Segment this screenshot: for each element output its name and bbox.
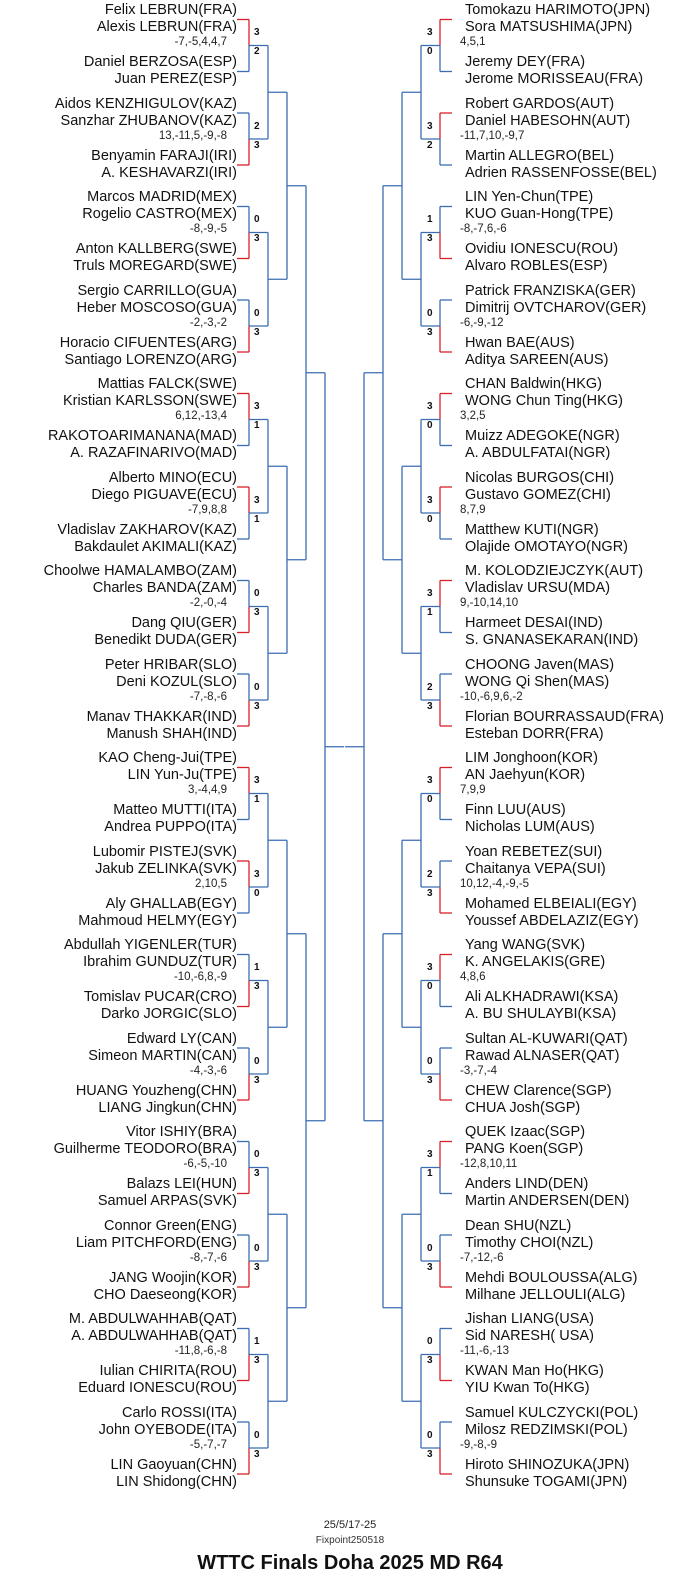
games-won: 3: [254, 1261, 260, 1273]
player-name: Marcos MADRID(MEX): [87, 189, 237, 205]
player-name: Yang WANG(SVK): [465, 937, 586, 953]
player-name: Florian BOURRASSAUD(FRA): [465, 708, 664, 725]
match-score: 2,10,5: [195, 877, 227, 890]
player-name: Matthew KUTI(NGR): [465, 521, 599, 538]
match-score: 8,7,9: [460, 503, 486, 516]
player-name: Samuel KULCZYCKI(POL): [465, 1404, 639, 1421]
match-score: 10,12,-4,-9,-5: [460, 877, 530, 890]
player-name: Yoan REBETEZ(SUI): [465, 843, 603, 860]
player-name: Daniel BERZOSA(ESP): [83, 54, 237, 70]
games-won: 0: [427, 1336, 433, 1347]
player-name: LIN Shidong(CHN): [116, 1473, 237, 1490]
player-name: Liam PITCHFORD(ENG): [75, 1234, 237, 1251]
player-name: Muizz ADEGOKE(NGR): [465, 428, 620, 444]
player-name: Sid NARESH( USA): [465, 1328, 594, 1344]
games-won: 0: [427, 1055, 433, 1067]
games-won: 3: [254, 607, 260, 618]
games-won: 2: [427, 868, 433, 880]
player-name: Chaitanya VEPA(SUI): [465, 860, 606, 877]
player-name: Manush SHAH(IND): [106, 725, 237, 742]
games-won: 0: [254, 588, 260, 599]
player-name: A. ABDULFATAI(NGR): [465, 445, 611, 461]
player-name: Iulian CHIRITA(ROU): [99, 1363, 237, 1379]
games-won: 3: [254, 401, 260, 412]
player-name: Santiago LORENZO(ARG): [64, 351, 237, 368]
player-name: Aditya SAREEN(AUS): [465, 351, 609, 368]
player-name: Jeremy DEY(FRA): [465, 54, 586, 70]
player-name: Jerome MORISSEAU(FRA): [465, 71, 644, 87]
games-won: 3: [254, 1355, 260, 1366]
event-dates: 25/5/17-25: [323, 1519, 377, 1531]
games-won: 3: [254, 1074, 260, 1086]
games-won: 1: [254, 1336, 260, 1347]
player-name: A. BU SHULAYBI(KSA): [465, 1006, 617, 1022]
games-won: 0: [254, 214, 260, 225]
player-name: Horacio CIFUENTES(ARG): [59, 334, 237, 351]
player-name: Balazs LEI(HUN): [126, 1176, 237, 1192]
match-score: 6,12,-13,4: [175, 410, 227, 422]
player-name: Daniel HABESOHN(AUT): [465, 112, 631, 129]
player-name: Kristian KARLSSON(SWE): [62, 393, 237, 409]
games-won: 3: [254, 326, 260, 338]
player-name: Eduard IONESCU(ROU): [78, 1380, 237, 1396]
player-name: Edward LY(CAN): [126, 1030, 237, 1047]
player-name: LIM Jonghoon(KOR): [465, 750, 598, 766]
player-name: Martin ALLEGRO(BEL): [465, 147, 615, 164]
player-name: Rogelio CASTRO(MEX): [82, 206, 237, 222]
player-name: Finn LUU(AUS): [465, 802, 566, 818]
player-name: Mahmoud HELMY(EGY): [78, 912, 237, 929]
games-won: 3: [254, 233, 260, 244]
games-won: 1: [254, 513, 260, 525]
player-name: Olajide OMOTAYO(NGR): [465, 538, 629, 555]
games-won: 1: [254, 420, 260, 431]
player-name: Guilherme TEODORO(BRA): [53, 1141, 237, 1157]
games-won: 0: [427, 794, 433, 805]
games-won: 3: [427, 775, 433, 786]
match-score: -7,-8,-6: [189, 690, 227, 703]
match-score: -9,-8,-9: [460, 1438, 498, 1451]
player-name: Peter HRIBAR(SLO): [104, 656, 237, 673]
player-name: Sora MATSUSHIMA(JPN): [465, 19, 633, 35]
page-title: WTTC Finals Doha 2025 MD R64: [197, 1552, 503, 1574]
player-name: Dimitrij OVTCHAROV(GER): [465, 299, 647, 316]
player-name: Robert GARDOS(AUT): [465, 95, 615, 112]
player-name: Milhane JELLOULI(ALG): [465, 1286, 626, 1303]
player-name: Benedikt DUDA(GER): [94, 632, 237, 648]
player-name: Hiroto SHINOZUKA(JPN): [465, 1456, 630, 1473]
player-name: Simeon MARTIN(CAN): [88, 1047, 237, 1064]
match-score: 4,8,6: [460, 971, 486, 983]
match-score: -11,8,-6,-8: [174, 1345, 227, 1357]
player-name: JANG Woojin(KOR): [109, 1269, 237, 1286]
player-name: Diego PIGUAVE(ECU): [91, 486, 237, 503]
player-name: Gustavo GOMEZ(CHI): [465, 486, 611, 503]
games-won: 3: [427, 1149, 433, 1160]
player-name: CHOONG Javen(MAS): [465, 656, 615, 673]
match-score: -6,-9,-12: [460, 316, 504, 329]
player-name: LIN Yun-Ju(TPE): [127, 767, 237, 783]
player-name: Sultan AL-KUWARI(QAT): [465, 1030, 628, 1047]
match-score: -8,-7,-6: [189, 1251, 227, 1264]
player-name: Mattias FALCK(SWE): [97, 376, 237, 392]
games-won: 2: [427, 681, 433, 693]
match-score: 13,-11,5,-9,-8: [158, 129, 227, 142]
player-name: Nicolas BURGOS(CHI): [465, 469, 615, 486]
games-won: 3: [427, 1448, 433, 1460]
match-score: -3,-7,-4: [460, 1064, 498, 1077]
player-name: QUEK Izaac(SGP): [465, 1124, 586, 1140]
player-name: A. KESHAVARZI(IRI): [101, 164, 237, 181]
match-score: -12,8,10,11: [460, 1158, 518, 1170]
games-won: 1: [427, 214, 433, 225]
match-score: -5,-7,-7: [189, 1438, 227, 1451]
games-won: 3: [427, 27, 433, 38]
games-won: 3: [427, 120, 433, 132]
player-name: Samuel ARPAS(SVK): [97, 1193, 237, 1209]
player-name: WONG Qi Shen(MAS): [465, 673, 610, 690]
player-name: Dang QIU(GER): [131, 615, 237, 631]
games-won: 0: [254, 307, 260, 319]
match-score: -7,-5,4,4,7: [174, 36, 227, 48]
player-name: KWAN Man Ho(HKG): [465, 1363, 604, 1379]
games-won: 3: [254, 494, 260, 506]
player-name: Connor Green(ENG): [104, 1217, 237, 1234]
games-won: 3: [427, 1074, 433, 1086]
player-name: Mohamed ELBEIALI(EGY): [465, 895, 637, 912]
player-name: Jishan LIANG(USA): [465, 1311, 594, 1327]
games-won: 0: [254, 1055, 260, 1067]
player-name: M. ABDULWAHHAB(QAT): [68, 1311, 237, 1327]
player-name: Vitor ISHIY(BRA): [126, 1124, 237, 1140]
player-name: LIN Gaoyuan(CHN): [110, 1456, 237, 1473]
games-won: 0: [427, 307, 433, 319]
match-score: -4,-3,-6: [189, 1064, 227, 1077]
games-won: 3: [427, 962, 433, 973]
match-score: -7,-12,-6: [460, 1251, 504, 1264]
match-score: -11,-6,-13: [460, 1345, 510, 1357]
games-won: 3: [427, 700, 433, 712]
player-name: Lubomir PISTEJ(SVK): [92, 843, 237, 860]
player-name: Anders LIND(DEN): [465, 1176, 589, 1192]
player-name: Esteban DORR(FRA): [465, 725, 604, 742]
player-name: Dean SHU(NZL): [465, 1217, 572, 1234]
games-won: 3: [427, 326, 433, 338]
match-score: -10,-6,9,6,-2: [460, 690, 523, 703]
player-name: KUO Guan-Hong(TPE): [465, 206, 614, 222]
match-score: -6,-5,-10: [183, 1158, 227, 1170]
games-won: 0: [427, 981, 433, 992]
player-name: Benyamin FARAJI(IRI): [91, 147, 237, 164]
match-score: -8,-7,6,-6: [460, 223, 507, 235]
games-won: 0: [427, 1242, 433, 1254]
games-won: 1: [427, 607, 433, 618]
player-name: Carlo ROSSI(ITA): [122, 1404, 237, 1421]
player-name: Deni KOZUL(SLO): [116, 673, 237, 690]
player-name: WONG Chun Ting(HKG): [465, 393, 623, 409]
games-won: 2: [427, 139, 433, 151]
player-name: Hwan BAE(AUS): [465, 334, 575, 351]
player-name: A. ABDULWAHHAB(QAT): [71, 1328, 237, 1344]
player-name: Bakdaulet AKIMALI(KAZ): [74, 538, 237, 555]
player-name: A. RAZAFINARIVO(MAD): [70, 445, 237, 461]
games-won: 0: [427, 420, 433, 431]
player-name: Vladislav ZAKHAROV(KAZ): [57, 521, 237, 538]
player-name: Ibrahim GUNDUZ(TUR): [83, 954, 237, 970]
player-name: Vladislav URSU(MDA): [465, 580, 611, 596]
player-name: CHO Daeseong(KOR): [93, 1286, 237, 1303]
player-name: Alvaro ROBLES(ESP): [465, 258, 608, 274]
games-won: 1: [254, 794, 260, 805]
games-won: 3: [254, 868, 260, 880]
games-won: 0: [427, 513, 433, 525]
games-won: 2: [254, 46, 260, 57]
games-won: 3: [254, 1168, 260, 1179]
games-won: 3: [254, 981, 260, 992]
player-name: AN Jaehyun(KOR): [465, 767, 586, 783]
games-won: 3: [427, 588, 433, 599]
fixpoint-label: Fixpoint250518: [315, 1535, 385, 1546]
games-won: 0: [254, 887, 260, 899]
player-name: Choolwe HAMALAMBO(ZAM): [43, 563, 237, 579]
player-name: Felix LEBRUN(FRA): [104, 2, 237, 18]
match-score: -2,-0,-4: [189, 597, 227, 609]
match-score: -2,-3,-2: [189, 316, 227, 329]
player-name: CHEW Clarence(SGP): [465, 1082, 612, 1099]
player-name: Ali ALKHADRAWI(KSA): [465, 989, 619, 1005]
games-won: 3: [427, 887, 433, 899]
match-score: -10,-6,8,-9: [173, 971, 227, 983]
games-won: 0: [254, 1242, 260, 1254]
player-name: Youssef ABDELAZIZ(EGY): [465, 912, 639, 929]
player-name: KAO Cheng-Jui(TPE): [98, 750, 237, 766]
player-name: Sergio CARRILLO(GUA): [77, 282, 237, 299]
player-name: YIU Kwan To(HKG): [465, 1380, 590, 1396]
games-won: 3: [427, 1261, 433, 1273]
games-won: 1: [254, 962, 260, 973]
player-name: Rawad ALNASER(QAT): [465, 1047, 620, 1064]
player-name: Aly GHALLAB(EGY): [105, 895, 237, 912]
player-name: Jakub ZELINKA(SVK): [95, 860, 237, 877]
games-won: 3: [254, 775, 260, 786]
player-name: LIANG Jingkun(CHN): [98, 1099, 237, 1116]
games-won: 0: [427, 46, 433, 57]
player-name: Sanzhar ZHUBANOV(KAZ): [60, 112, 237, 129]
player-name: Juan PEREZ(ESP): [114, 71, 237, 87]
match-score: 4,5,1: [460, 36, 486, 48]
games-won: 3: [427, 233, 433, 244]
player-name: Martin ANDERSEN(DEN): [465, 1193, 630, 1209]
player-name: Alberto MINO(ECU): [108, 469, 237, 486]
games-won: 0: [254, 1149, 260, 1160]
match-score: -8,-9,-5: [189, 223, 227, 235]
games-won: 2: [254, 120, 260, 132]
player-name: K. ANGELAKIS(GRE): [465, 954, 606, 970]
player-name: LIN Yen-Chun(TPE): [465, 189, 594, 205]
player-name: Alexis LEBRUN(FRA): [96, 19, 237, 35]
games-won: 3: [254, 139, 260, 151]
games-won: 0: [427, 1429, 433, 1441]
player-name: Charles BANDA(ZAM): [92, 580, 237, 596]
games-won: 3: [254, 700, 260, 712]
player-name: Timothy CHOI(NZL): [465, 1234, 594, 1251]
match-score: 3,2,5: [460, 410, 486, 422]
match-score: 7,9,9: [460, 784, 486, 796]
player-name: RAKOTOARIMANANA(MAD): [47, 428, 237, 444]
player-name: S. GNANASEKARAN(IND): [465, 632, 639, 648]
player-name: Shunsuke TOGAMI(JPN): [465, 1473, 628, 1490]
games-won: 3: [427, 494, 433, 506]
player-name: John OYEBODE(ITA): [98, 1421, 237, 1438]
player-name: PANG Koen(SGP): [465, 1141, 584, 1157]
player-name: CHUA Josh(SGP): [465, 1099, 581, 1116]
player-name: Truls MOREGARD(SWE): [73, 258, 237, 274]
player-name: Tomokazu HARIMOTO(JPN): [465, 2, 651, 18]
player-name: Patrick FRANZISKA(GER): [465, 282, 636, 299]
games-won: 1: [427, 1168, 433, 1179]
games-won: 3: [254, 27, 260, 38]
player-name: Matteo MUTTI(ITA): [113, 802, 237, 818]
player-name: Darko JORGIC(SLO): [100, 1006, 237, 1022]
games-won: 3: [427, 401, 433, 412]
player-name: Adrien RASSENFOSSE(BEL): [465, 164, 657, 181]
player-name: Andrea PUPPO(ITA): [104, 819, 237, 835]
match-score: -11,7,10,-9,7: [460, 129, 525, 142]
match-score: 9,-10,14,10: [460, 597, 519, 609]
player-name: Aidos KENZHIGULOV(KAZ): [54, 95, 237, 112]
match-score: -7,9,8,8: [188, 503, 227, 516]
games-won: 0: [254, 681, 260, 693]
player-name: CHAN Baldwin(HKG): [465, 376, 602, 392]
player-name: Manav THAKKAR(IND): [86, 708, 237, 725]
player-name: Milosz REDZIMSKI(POL): [465, 1421, 628, 1438]
match-score: 3,-4,4,9: [188, 784, 227, 796]
player-name: Anton KALLBERG(SWE): [75, 241, 237, 257]
player-name: Mehdi BOULOUSSA(ALG): [465, 1269, 638, 1286]
player-name: Harmeet DESAI(IND): [465, 615, 603, 631]
player-name: Tomislav PUCAR(CRO): [83, 989, 237, 1005]
player-name: Nicholas LUM(AUS): [465, 819, 595, 835]
player-name: M. KOLODZIEJCZYK(AUT): [465, 563, 644, 579]
games-won: 3: [427, 1355, 433, 1366]
player-name: Ovidiu IONESCU(ROU): [465, 241, 619, 257]
games-won: 3: [254, 1448, 260, 1460]
player-name: Abdullah YIGENLER(TUR): [64, 937, 237, 953]
player-name: HUANG Youzheng(CHN): [75, 1082, 237, 1099]
player-name: Heber MOSCOSO(GUA): [76, 299, 237, 316]
games-won: 0: [254, 1429, 260, 1441]
